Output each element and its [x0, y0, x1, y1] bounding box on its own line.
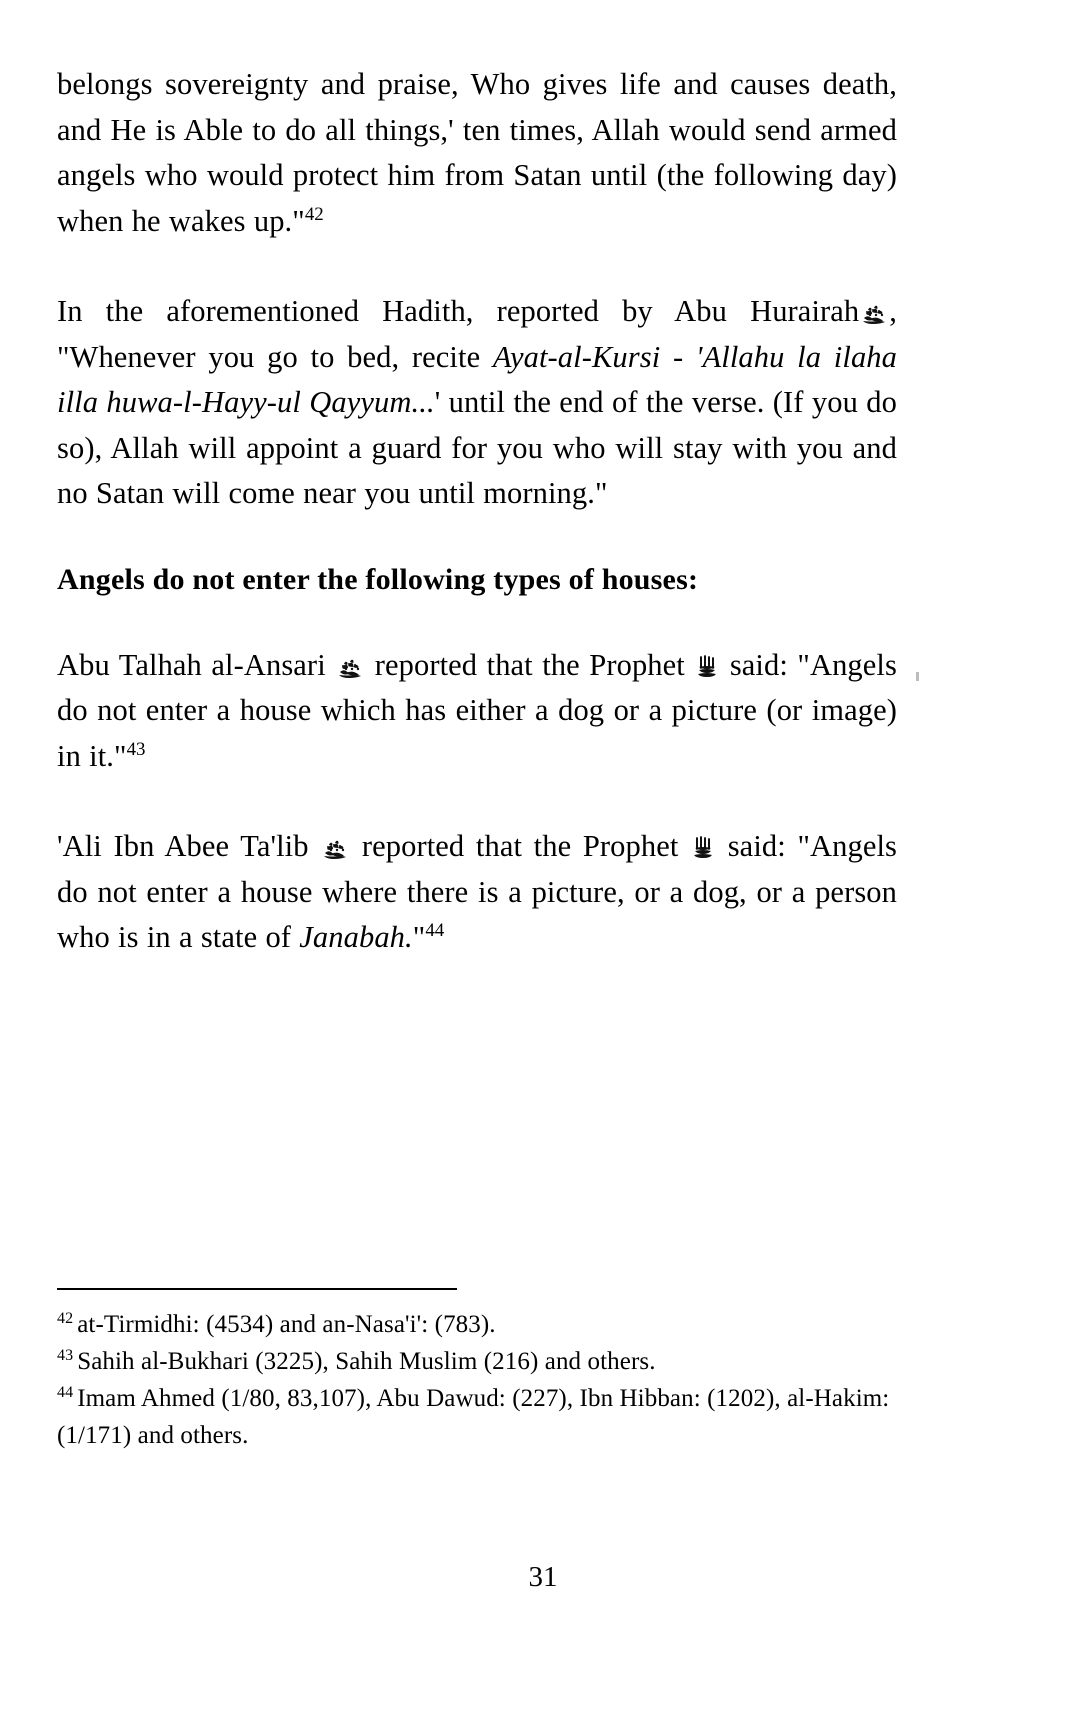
paragraph-3-text-a: Abu Talhah al-Ansari — [57, 647, 326, 682]
paragraph-4-text-c: said: "Angels do not enter a house where there is a picture, or a dog, or a person who is in a state of — [57, 829, 897, 954]
paragraph-3-text-b: reported that the Prophet — [365, 647, 685, 682]
footnote-42 — [57, 1306, 937, 1343]
footnote-42-text: at-Tirmidhi: (4534) and an-Nasa'i': (783). — [77, 1311, 496, 1338]
footnote-44-text: Imam Ahmed (1/80, 83,107), Abu Dawud: (227), Ibn Hibban: (1202), al-Hakim: (1/171) and others. — [57, 1385, 890, 1449]
sallallahu-alayhi-wasallam-icon — [692, 835, 714, 861]
footnote-ref-42[interactable]: 42 — [304, 203, 324, 225]
section-heading: Angels do not enter the following types of houses: — [57, 562, 699, 596]
paragraph-spacer — [57, 244, 897, 289]
page-number: 31 — [528, 1561, 558, 1593]
paragraph-1-text: belongs sovereignty and praise, Who gives life and causes death, and He is Able to do all things,' ten times, Allah would send armed angels who would protect him from Satan until (the following day) when he wakes up." — [57, 67, 897, 238]
footnote-42-marker: 42 — [57, 1309, 74, 1327]
footnote-43-text: Sahih al-Bukhari (3225), Sahih Muslim (216) and others. — [77, 1348, 656, 1375]
paragraph-1 — [57, 62, 897, 244]
paragraph-4-italic: Janabah. — [299, 920, 413, 954]
radiyallahu-anhu-icon — [337, 657, 363, 679]
paragraph-3 — [57, 643, 897, 780]
paragraph-2-text-b: , "Whenever you go to bed, recite — [57, 294, 897, 374]
footnote-separator-rule — [57, 1288, 457, 1290]
sallallahu-alayhi-wasallam-icon — [696, 654, 718, 680]
paragraph-spacer — [57, 779, 897, 824]
page-body — [57, 62, 897, 961]
paragraph-4-text-b: reported that the Prophet — [350, 829, 679, 863]
footnote-block — [57, 1288, 937, 1454]
paragraph-spacer — [57, 601, 897, 643]
footnote-44 — [57, 1380, 937, 1454]
scan-artifact — [916, 672, 919, 681]
paragraph-4-text-d: " — [412, 920, 426, 954]
footnote-ref-43[interactable]: 43 — [126, 738, 146, 760]
footnote-43 — [57, 1343, 937, 1380]
paragraph-2-italic: Ayat-al-Kursi - 'Allahu la ilaha illa huwa-l-Hayy-ul Qayyum... — [57, 339, 898, 419]
paragraph-2-text-a: In the aforementioned Hadith, reported by Abu Hurairah — [57, 294, 860, 328]
paragraph-3-text-c: said: "Angels do not enter a house which has either a dog or a picture (or image) in it." — [57, 647, 897, 773]
paragraph-4 — [57, 824, 897, 961]
radiyallahu-anhu-icon — [322, 838, 348, 860]
footnote-44-marker: 44 — [57, 1383, 74, 1401]
footnote-ref-44[interactable]: 44 — [425, 919, 445, 941]
footnote-43-marker: 43 — [57, 1346, 74, 1364]
paragraph-spacer — [57, 517, 897, 559]
radiyallahu-anhu-icon — [861, 303, 887, 325]
paragraph-4-text-a: 'Ali Ibn Abee Ta'lib — [57, 829, 309, 863]
paragraph-2 — [57, 289, 897, 517]
paragraph-2-text-c: ' until the end of the verse. (If you do so), Allah will appoint a guard for you who will stay with you and no Satan will come near you until morning." — [57, 385, 897, 510]
